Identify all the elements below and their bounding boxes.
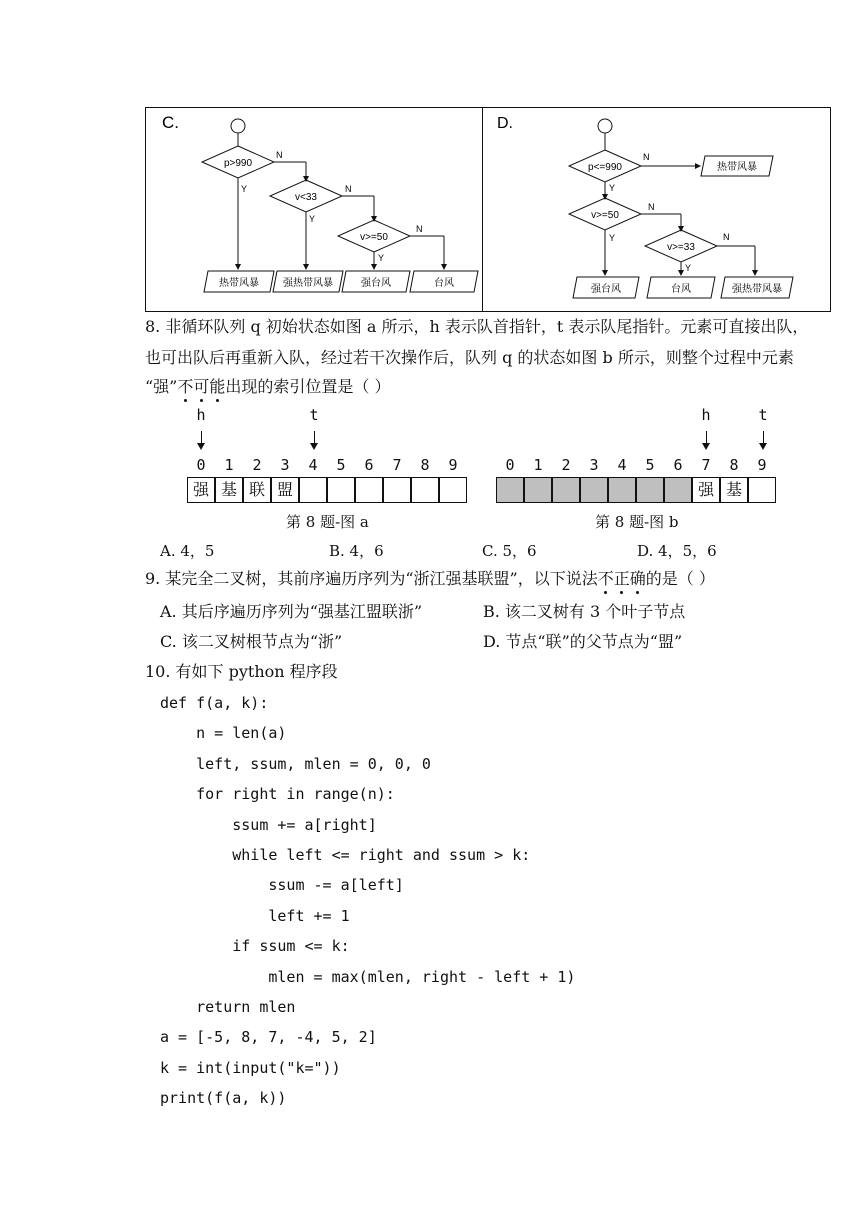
code-line: k = int(input("k=")): [160, 1058, 341, 1077]
queue-index: 8: [420, 456, 430, 474]
svg-text:台风: 台风: [434, 278, 454, 289]
tail-pointer-label: t: [309, 406, 319, 424]
tail-pointer-label: t: [758, 406, 768, 424]
queue-cell: [383, 477, 411, 503]
svg-text:强台风: 强台风: [361, 278, 391, 289]
queue-index: 0: [196, 456, 206, 474]
caption-a: 第 8 题-图 a: [286, 513, 369, 531]
queue-index: 7: [701, 456, 711, 474]
q9-stem: 9. 某完全二叉树，其前序遍历序列为“浙江强基联盟”，以下说法不正确的是（ ）: [145, 569, 715, 588]
queue-cell: 联: [243, 477, 271, 503]
q8-line-3: “强”不可能出现的索引位置是（ ）: [145, 377, 391, 396]
code-line: for right in range(n):: [160, 785, 395, 804]
code-line: left += 1: [160, 906, 350, 925]
q8-option-a: A. 4，5: [160, 542, 215, 560]
svg-text:N: N: [643, 152, 650, 162]
code-line: n = len(a): [160, 724, 287, 743]
queue-index: 6: [673, 456, 683, 474]
q9-emphasis: 不正确: [597, 569, 646, 588]
start-node: [231, 119, 245, 133]
option-c-label: C.: [162, 113, 179, 132]
svg-text:强台风: 强台风: [591, 284, 621, 295]
queue-cell: [327, 477, 355, 503]
svg-text:Y: Y: [685, 263, 692, 273]
q9-option-d: D. 节点“联”的父节点为“盟”: [483, 632, 683, 651]
queue-cells-a: [187, 477, 469, 503]
queue-cell: [496, 477, 524, 503]
q9-option-a: A. 其后序遍历序列为“强基江盟联浙”: [160, 602, 423, 621]
head-pointer-label: h: [196, 406, 206, 424]
queue-cell: 基: [215, 477, 243, 503]
q8-option-c: C. 5，6: [482, 542, 537, 560]
queue-index: 2: [252, 456, 262, 474]
queue-figure-a: [187, 404, 469, 534]
queue-index: 6: [364, 456, 374, 474]
head-pointer-label: h: [701, 406, 711, 424]
q9-option-b: B. 该二叉树有 3 个叶子节点: [483, 602, 686, 621]
queue-cell: 盟: [271, 477, 299, 503]
queue-cell: [355, 477, 383, 503]
queue-index: 1: [224, 456, 234, 474]
queue-index: 4: [617, 456, 627, 474]
queue-index: 5: [336, 456, 346, 474]
q8-line-1: 8. 非循环队列 q 初始状态如图 a 所示，h 表示队首指针，t 表示队尾指针。元素可直接出队，: [145, 317, 809, 336]
q8-line-2: 也可出队后再重新入队，经过若干次操作后，队列 q 的状态如图 b 所示，则整个过程中元素: [145, 348, 794, 367]
decision-v50-text: v>=50: [360, 232, 388, 243]
svg-text:Y: Y: [309, 214, 316, 224]
svg-text:Y: Y: [241, 184, 248, 194]
svg-text:热带风暴: 热带风暴: [717, 162, 757, 173]
queue-cell: [636, 477, 664, 503]
decision-v33-text: v<33: [295, 192, 317, 203]
decision-p-text: p<=990: [588, 162, 622, 173]
q8-option-d: D. 4，5，6: [637, 542, 717, 560]
code-line: ssum -= a[left]: [160, 876, 404, 895]
queue-cell: [664, 477, 692, 503]
queue-index: 5: [645, 456, 655, 474]
queue-figure-b: [496, 404, 778, 534]
svg-text:强热带风暴: 强热带风暴: [283, 278, 333, 289]
option-d-label: D.: [497, 115, 513, 132]
queue-index: 9: [448, 456, 458, 474]
start-node: [598, 119, 612, 133]
svg-text:Y: Y: [609, 233, 616, 243]
svg-text:N: N: [345, 184, 352, 194]
q10-stem: 10. 有如下 python 程序段: [145, 662, 338, 681]
queue-index: 8: [729, 456, 739, 474]
code-line: if ssum <= k:: [160, 937, 350, 956]
queue-index: 7: [392, 456, 402, 474]
code-line: mlen = max(mlen, right - left + 1): [160, 967, 576, 986]
svg-text:N: N: [723, 232, 730, 242]
queue-index: 1: [533, 456, 543, 474]
queue-cells-b: [496, 477, 778, 503]
queue-cell: [748, 477, 776, 503]
decision-v33-text: v>=33: [667, 242, 695, 253]
queue-cell: 强: [187, 477, 215, 503]
code-line: a = [-5, 8, 7, -4, 5, 2]: [160, 1028, 377, 1047]
caption-b: 第 8 题-图 b: [595, 513, 679, 531]
svg-text:N: N: [276, 150, 283, 160]
queue-index: 0: [505, 456, 515, 474]
queue-index: 2: [561, 456, 571, 474]
queue-cell: [552, 477, 580, 503]
svg-text:台风: 台风: [671, 284, 691, 295]
queue-cell: [299, 477, 327, 503]
queue-cell: 基: [720, 477, 748, 503]
svg-text:Y: Y: [609, 183, 616, 193]
queue-cell: [411, 477, 439, 503]
code-line: def f(a, k):: [160, 694, 269, 712]
svg-text:N: N: [416, 224, 423, 234]
code-line: left, ssum, mlen = 0, 0, 0: [160, 754, 431, 773]
decision-v50-text: v>=50: [591, 210, 619, 221]
code-line: print(f(a, k)): [160, 1089, 287, 1108]
queue-cell: [580, 477, 608, 503]
queue-cell: 强: [692, 477, 720, 503]
index-row-a: [187, 456, 469, 476]
flowchart-c: [146, 108, 482, 311]
queue-cell: [524, 477, 552, 503]
queue-index: 3: [589, 456, 599, 474]
q9-option-c: C. 该二叉树根节点为“浙”: [160, 632, 343, 651]
svg-text:Y: Y: [378, 253, 385, 263]
code-line: ssum += a[right]: [160, 815, 377, 834]
q8-option-b: B. 4，6: [329, 542, 384, 560]
queue-index: 9: [757, 456, 767, 474]
queue-cell: [608, 477, 636, 503]
flowchart-d: [483, 108, 830, 311]
q8-emphasis: 不可能: [177, 377, 226, 396]
decision-p-text: p>990: [223, 158, 253, 169]
svg-text:N: N: [648, 202, 655, 212]
queue-index: 3: [280, 456, 290, 474]
index-row-b: [496, 456, 778, 476]
code-line: while left <= right and ssum > k:: [160, 846, 531, 864]
svg-text:热带风暴: 热带风暴: [219, 278, 259, 289]
queue-index: 4: [308, 456, 318, 474]
svg-text:强热带风暴: 强热带风暴: [732, 284, 782, 295]
code-line: return mlen: [160, 998, 296, 1016]
queue-cell: [439, 477, 467, 503]
